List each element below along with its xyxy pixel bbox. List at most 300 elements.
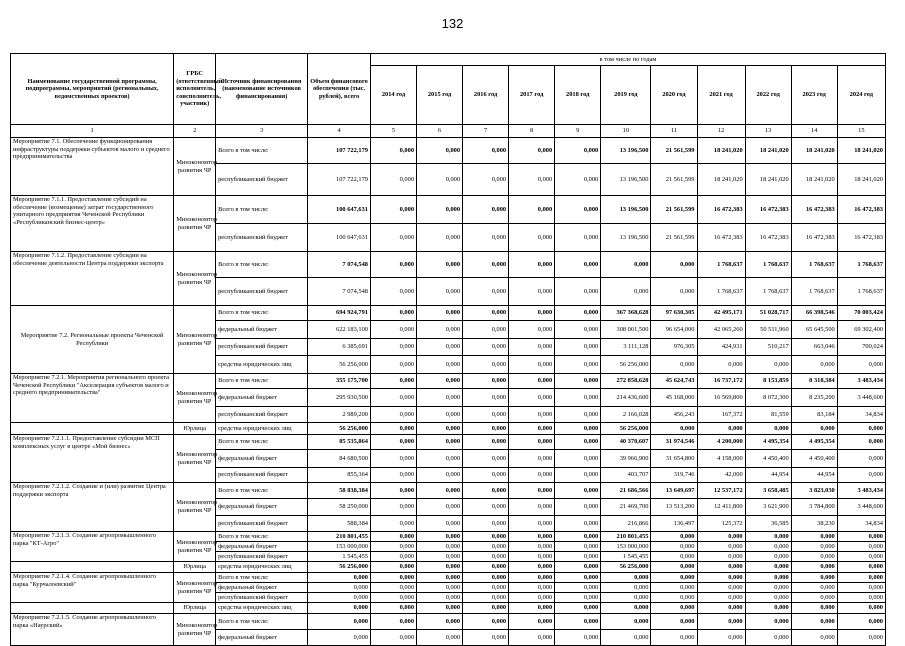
year-value: 0,000	[417, 552, 463, 562]
total-volume: 56 256,000	[308, 356, 371, 374]
table-row	[11, 306, 886, 321]
year-value: 0,000	[837, 552, 885, 562]
year-value: 0,000	[370, 630, 416, 646]
total-volume: 7 074,548	[308, 252, 371, 278]
year-value: 42 495,171	[697, 306, 745, 321]
total-volume: 0,000	[308, 630, 371, 646]
column-index: 7	[463, 125, 509, 138]
year-value: 0,000	[417, 593, 463, 603]
year-value: 16 472,383	[745, 224, 791, 252]
year-value: 18 241,020	[697, 164, 745, 196]
header-year: 2021 год	[697, 66, 745, 125]
year-value: 976,305	[651, 339, 697, 356]
year-value: 0,000	[697, 562, 745, 573]
column-index: 8	[509, 125, 555, 138]
budget-table-frame	[10, 53, 886, 643]
column-index: 14	[791, 125, 837, 138]
year-value: 21 561,599	[651, 196, 697, 224]
year-value: 0,000	[555, 306, 601, 321]
year-value: 0,000	[509, 583, 555, 593]
year-value: 0,000	[555, 321, 601, 339]
year-value: 3 111,128	[601, 339, 651, 356]
year-value: 0,000	[651, 562, 697, 573]
year-value: 34,834	[837, 407, 885, 423]
year-value: 0,000	[463, 356, 509, 374]
year-value: 13 196,500	[601, 138, 651, 164]
year-value: 8 072,300	[745, 389, 791, 407]
year-value: 0,000	[745, 552, 791, 562]
year-value: 0,000	[417, 356, 463, 374]
year-value: 0,000	[651, 630, 697, 646]
total-volume: 0,000	[308, 603, 371, 614]
year-value: 0,000	[370, 224, 416, 252]
total-volume: 0,000	[308, 593, 371, 603]
table-row	[11, 562, 886, 573]
year-value: 0,000	[555, 614, 601, 630]
year-value: 16 569,800	[697, 389, 745, 407]
measure-name: Мероприятие 7.2.1.1. Предоставление субсидии МСП комплексных услуг в центре «Мой бизнес»	[11, 435, 174, 483]
year-value: 8 318,384	[791, 374, 837, 389]
year-value: 0,000	[651, 356, 697, 374]
header-including: в том числе по годам	[370, 54, 885, 66]
year-value: 0,000	[370, 435, 416, 450]
column-index: 11	[651, 125, 697, 138]
year-value: 0,000	[370, 278, 416, 306]
measure-name: Мероприятие 7.2.1.2. Создание и (или) развитие Центра поддержки экспорта	[11, 483, 174, 532]
total-volume: 0,000	[308, 583, 371, 593]
total-volume: 622 183,100	[308, 321, 371, 339]
table-row	[11, 483, 886, 499]
year-value: 0,000	[745, 593, 791, 603]
year-value: 0,000	[370, 407, 416, 423]
year-value: 272 858,628	[601, 374, 651, 389]
year-value: 3 448,600	[837, 389, 885, 407]
year-value: 0,000	[791, 552, 837, 562]
total-volume: 84 680,500	[308, 450, 371, 468]
total-volume: 0,000	[308, 573, 371, 583]
year-value: 0,000	[417, 583, 463, 593]
year-value: 0,000	[463, 593, 509, 603]
measure-name: Мероприятие 7.2.1.3. Создание агропромышленного парка "КТ-Агро"	[11, 532, 174, 562]
header-year: 2017 год	[509, 66, 555, 125]
year-value: 0,000	[555, 468, 601, 483]
year-value: 0,000	[745, 542, 791, 552]
year-value: 0,000	[509, 306, 555, 321]
funding-source: федеральный бюджет	[216, 630, 308, 646]
year-value: 4 495,354	[791, 435, 837, 450]
year-value: 1 768,637	[837, 278, 885, 306]
total-volume: 6 385,691	[308, 339, 371, 356]
year-value: 0,000	[651, 593, 697, 603]
year-value: 0,000	[509, 374, 555, 389]
total-volume: 107 722,179	[308, 138, 371, 164]
year-value: 0,000	[837, 562, 885, 573]
grbs-cell: Минэкономтор развития ЧР	[174, 532, 216, 562]
year-value: 12 411,800	[697, 499, 745, 516]
year-value: 0,000	[791, 423, 837, 435]
year-value: 0,000	[417, 252, 463, 278]
year-value: 0,000	[837, 356, 885, 374]
column-index: 12	[697, 125, 745, 138]
year-value: 0,000	[745, 630, 791, 646]
year-value: 3 658,485	[745, 483, 791, 499]
year-value: 0,000	[370, 583, 416, 593]
year-value: 0,000	[509, 483, 555, 499]
year-value: 216,866	[601, 516, 651, 532]
year-value: 0,000	[837, 532, 885, 542]
year-value: 0,000	[509, 603, 555, 614]
year-value: 13 649,697	[651, 483, 697, 499]
column-index: 13	[745, 125, 791, 138]
year-value: 0,000	[509, 593, 555, 603]
funding-source: республиканский бюджет	[216, 552, 308, 562]
year-value: 0,000	[417, 389, 463, 407]
year-value: 4 495,354	[745, 435, 791, 450]
year-value: 0,000	[417, 278, 463, 306]
total-volume: 100 647,631	[308, 224, 371, 252]
year-value: 0,000	[370, 516, 416, 532]
year-value: 31 974,546	[651, 435, 697, 450]
year-value: 0,000	[417, 630, 463, 646]
year-value: 0,000	[791, 573, 837, 583]
year-value: 1 545,455	[601, 552, 651, 562]
funding-source: Всего в том числе:	[216, 196, 308, 224]
year-value: 0,000	[509, 516, 555, 532]
year-value: 18 241,020	[791, 138, 837, 164]
year-value: 44,954	[745, 468, 791, 483]
year-value: 0,000	[370, 593, 416, 603]
year-value: 0,000	[651, 614, 697, 630]
year-value: 0,000	[463, 224, 509, 252]
year-value: 0,000	[417, 374, 463, 389]
year-value: 1 768,637	[697, 278, 745, 306]
year-value: 0,000	[509, 532, 555, 542]
year-value: 13 196,500	[601, 224, 651, 252]
year-value: 214 436,600	[601, 389, 651, 407]
year-value: 0,000	[509, 450, 555, 468]
year-value: 18 241,020	[745, 138, 791, 164]
table-row	[11, 196, 886, 224]
column-index: 5	[370, 125, 416, 138]
year-value: 0,000	[555, 423, 601, 435]
year-value: 0,000	[555, 593, 601, 603]
year-value: 0,000	[463, 532, 509, 542]
year-value: 0,000	[745, 356, 791, 374]
year-value: 0,000	[745, 562, 791, 573]
year-value: 42,000	[697, 468, 745, 483]
year-value: 0,000	[601, 630, 651, 646]
year-value: 0,000	[417, 532, 463, 542]
year-value: 0,000	[370, 423, 416, 435]
year-value: 16 472,383	[791, 196, 837, 224]
year-value: 0,000	[697, 614, 745, 630]
funding-source: средства юридических лиц	[216, 562, 308, 573]
table-row	[11, 614, 886, 630]
year-value: 2 166,028	[601, 407, 651, 423]
year-value: 0,000	[837, 423, 885, 435]
year-value: 0,000	[837, 614, 885, 630]
column-index: 3	[216, 125, 308, 138]
year-value: 0,000	[697, 583, 745, 593]
year-value: 0,000	[463, 552, 509, 562]
year-value: 0,000	[791, 532, 837, 542]
year-value: 0,000	[791, 356, 837, 374]
year-value: 13 196,500	[601, 196, 651, 224]
year-value: 66 398,546	[791, 306, 837, 321]
year-value: 0,000	[555, 573, 601, 583]
year-value: 0,000	[791, 593, 837, 603]
grbs-cell: Минэкономтор развития ЧР	[174, 196, 216, 252]
year-value: 0,000	[463, 630, 509, 646]
year-value: 0,000	[509, 552, 555, 562]
grbs-cell: Минэкономтор развития ЧР	[174, 306, 216, 374]
year-value: 69 302,400	[837, 321, 885, 339]
year-value: 0,000	[837, 583, 885, 593]
year-value: 0,000	[555, 630, 601, 646]
funding-source: Всего в том числе:	[216, 532, 308, 542]
year-value: 367 368,628	[601, 306, 651, 321]
year-value: 45 624,743	[651, 374, 697, 389]
year-value: 0,000	[555, 603, 601, 614]
year-value: 42 065,260	[697, 321, 745, 339]
funding-source: средства юридических лиц	[216, 423, 308, 435]
year-value: 0,000	[370, 138, 416, 164]
year-value: 0,000	[555, 499, 601, 516]
year-value: 50 511,960	[745, 321, 791, 339]
year-value: 0,000	[651, 423, 697, 435]
year-value: 424,931	[697, 339, 745, 356]
funding-source: Всего в том числе:	[216, 252, 308, 278]
year-value: 0,000	[509, 164, 555, 196]
total-volume: 588,384	[308, 516, 371, 532]
table-row	[11, 423, 886, 435]
header-year: 2019 год	[601, 66, 651, 125]
year-value: 0,000	[463, 435, 509, 450]
year-value: 96 654,000	[651, 321, 697, 339]
year-value: 65 645,500	[791, 321, 837, 339]
year-value: 0,000	[791, 614, 837, 630]
year-value: 34,834	[837, 516, 885, 532]
year-value: 0,000	[555, 196, 601, 224]
year-value: 0,000	[417, 516, 463, 532]
year-value: 56 256,000	[601, 562, 651, 573]
year-value: 1 768,637	[745, 252, 791, 278]
year-value: 0,000	[370, 164, 416, 196]
year-value: 1 768,637	[791, 252, 837, 278]
year-value: 0,000	[370, 483, 416, 499]
year-value: 0,000	[417, 542, 463, 552]
year-value: 0,000	[417, 138, 463, 164]
year-value: 136,497	[651, 516, 697, 532]
year-value: 0,000	[509, 407, 555, 423]
grbs-cell: Минэкономтор развития ЧР	[174, 435, 216, 483]
total-volume: 153 000,000	[308, 542, 371, 552]
year-value: 3 483,434	[837, 483, 885, 499]
total-volume: 56 256,000	[308, 562, 371, 573]
year-value: 0,000	[555, 542, 601, 552]
page-number: 132	[441, 16, 464, 31]
year-value: 0,000	[555, 252, 601, 278]
funding-source: Всего в том числе:	[216, 138, 308, 164]
year-value: 0,000	[555, 435, 601, 450]
year-value: 0,000	[417, 306, 463, 321]
budget-table	[10, 53, 886, 646]
year-value: 0,000	[509, 356, 555, 374]
header-year: 2024 год	[837, 66, 885, 125]
table-row	[11, 573, 886, 583]
funding-source: Всего в том числе:	[216, 306, 308, 321]
year-value: 0,000	[555, 516, 601, 532]
year-value: 0,000	[555, 138, 601, 164]
year-value: 0,000	[370, 468, 416, 483]
year-value: 0,000	[370, 532, 416, 542]
funding-source: республиканский бюджет	[216, 516, 308, 532]
year-value: 0,000	[463, 542, 509, 552]
year-value: 0,000	[745, 603, 791, 614]
year-value: 0,000	[509, 499, 555, 516]
year-value: 44,954	[791, 468, 837, 483]
year-value: 36,585	[745, 516, 791, 532]
year-value: 0,000	[837, 435, 885, 450]
header-year: 2020 год	[651, 66, 697, 125]
year-value: 0,000	[837, 603, 885, 614]
year-value: 0,000	[463, 423, 509, 435]
year-value: 0,000	[509, 196, 555, 224]
year-value: 0,000	[651, 583, 697, 593]
funding-source: средства юридических лиц	[216, 603, 308, 614]
total-volume: 2 989,200	[308, 407, 371, 423]
year-value: 0,000	[370, 339, 416, 356]
grbs-cell: Минэкономтор развития ЧР	[174, 374, 216, 423]
year-value: 18 241,020	[837, 138, 885, 164]
year-value: 0,000	[697, 542, 745, 552]
year-value: 0,000	[463, 407, 509, 423]
year-value: 456,243	[651, 407, 697, 423]
measure-name	[11, 562, 174, 573]
year-value: 0,000	[745, 614, 791, 630]
year-value: 0,000	[463, 562, 509, 573]
total-volume: 1 545,455	[308, 552, 371, 562]
year-value: 83,184	[791, 407, 837, 423]
measure-name: Мероприятие 7.2. Региональные проекты Чеченской Республики	[11, 306, 174, 374]
year-value: 0,000	[417, 224, 463, 252]
year-value: 0,000	[509, 573, 555, 583]
year-value: 3 448,600	[837, 499, 885, 516]
column-index: 4	[308, 125, 371, 138]
measure-name: Мероприятие 7.2.1.5. Создание агропромышленного парка «Наурский»	[11, 614, 174, 646]
year-value: 0,000	[651, 603, 697, 614]
grbs-cell: Минэкономтор развития ЧР	[174, 614, 216, 646]
year-value: 0,000	[651, 278, 697, 306]
year-value: 0,000	[509, 252, 555, 278]
measure-name: Мероприятие 7.1.2. Предоставление субсидии на обеспечение деятельности Центра поддержки экспорта	[11, 252, 174, 306]
year-value: 0,000	[601, 278, 651, 306]
year-value: 0,000	[417, 499, 463, 516]
measure-name: Мероприятие 7.1.1. Предоставление субсидий на обеспечение (возмещение) затрат государственного унитарного предприятия Чеченской Республики «Республиканский бизнес-центр»	[11, 196, 174, 252]
header-volume: Объем финансового обеспечения (тыс. рублей), всего	[308, 54, 371, 125]
year-value: 0,000	[509, 423, 555, 435]
year-value: 56 256,000	[601, 356, 651, 374]
year-value: 0,000	[463, 603, 509, 614]
year-value: 0,000	[697, 532, 745, 542]
funding-source: республиканский бюджет	[216, 339, 308, 356]
year-value: 153 000,000	[601, 542, 651, 552]
year-value: 3 621,900	[745, 499, 791, 516]
header-year: 2022 год	[745, 66, 791, 125]
year-value: 0,000	[509, 630, 555, 646]
total-volume: 107 722,179	[308, 164, 371, 196]
column-index: 2	[174, 125, 216, 138]
year-value: 0,000	[417, 339, 463, 356]
header-year: 2014 год	[370, 66, 416, 125]
year-value: 12 537,172	[697, 483, 745, 499]
year-value: 0,000	[417, 164, 463, 196]
table-row	[11, 252, 886, 278]
year-value: 18 241,020	[837, 164, 885, 196]
funding-source: Всего в том числе:	[216, 573, 308, 583]
year-value: 0,000	[370, 573, 416, 583]
measure-name: Мероприятие 7.2.1.4. Создание агропромышленного парка "Курчалоевский"	[11, 573, 174, 603]
year-value: 210 801,455	[601, 532, 651, 542]
year-value: 0,000	[370, 603, 416, 614]
year-value: 0,000	[417, 573, 463, 583]
year-value: 0,000	[837, 573, 885, 583]
year-value: 0,000	[791, 630, 837, 646]
year-value: 0,000	[555, 583, 601, 593]
year-value: 0,000	[555, 224, 601, 252]
year-value: 21 469,700	[601, 499, 651, 516]
measure-name	[11, 423, 174, 435]
year-value: 0,000	[555, 450, 601, 468]
total-volume: 694 924,791	[308, 306, 371, 321]
year-value: 0,000	[745, 423, 791, 435]
year-value: 0,000	[651, 573, 697, 583]
year-value: 21 561,599	[651, 224, 697, 252]
year-value: 38,230	[791, 516, 837, 532]
header-year: 2018 год	[555, 66, 601, 125]
year-value: 0,000	[417, 423, 463, 435]
year-value: 0,000	[463, 614, 509, 630]
year-value: 0,000	[697, 593, 745, 603]
year-value: 0,000	[509, 562, 555, 573]
year-value: 0,000	[601, 583, 651, 593]
year-value: 0,000	[370, 356, 416, 374]
funding-source: федеральный бюджет	[216, 389, 308, 407]
year-value: 0,000	[555, 407, 601, 423]
year-value: 0,000	[837, 630, 885, 646]
year-value: 1 768,637	[791, 278, 837, 306]
year-value: 0,000	[463, 196, 509, 224]
year-value: 18 241,020	[791, 164, 837, 196]
year-value: 0,000	[417, 450, 463, 468]
year-value: 0,000	[555, 389, 601, 407]
year-value: 16 472,383	[837, 196, 885, 224]
funding-source: федеральный бюджет	[216, 499, 308, 516]
year-value: 39 966,900	[601, 450, 651, 468]
year-value: 1 768,637	[745, 278, 791, 306]
year-value: 0,000	[417, 196, 463, 224]
measure-name: Мероприятие 7.2.1. Мероприятия регионального проекта Чеченской Республики "Акселерация субъектов малого и среднего предпринимательства"	[11, 374, 174, 423]
year-value: 0,000	[509, 435, 555, 450]
year-value: 4 450,400	[791, 450, 837, 468]
year-value: 0,000	[555, 483, 601, 499]
grbs-cell: Минэкономтор развития ЧР	[174, 573, 216, 603]
year-value: 0,000	[555, 356, 601, 374]
year-value: 4 200,000	[697, 435, 745, 450]
year-value: 0,000	[417, 603, 463, 614]
total-volume: 58 250,000	[308, 499, 371, 516]
funding-source: республиканский бюджет	[216, 468, 308, 483]
